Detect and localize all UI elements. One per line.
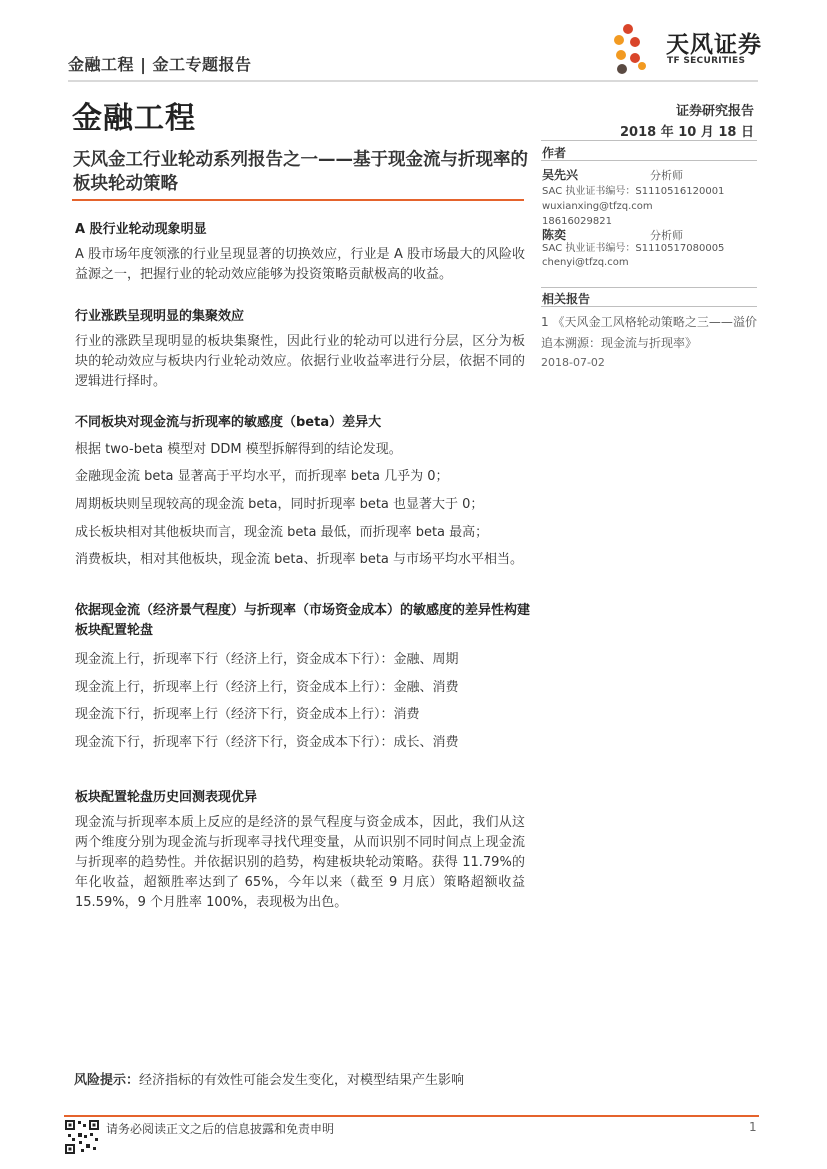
section-heading: 依据现金流（经济景气程度）与折现率（市场资金成本）的敏感度的差异性构建板块配置轮盘 (75, 603, 531, 638)
related-heading: 相关报告 (542, 292, 591, 306)
risk-note (74, 1069, 464, 1088)
logo-dot (638, 62, 646, 70)
list-item: 周期板块则呈现较高的现金流 beta，同时折现率 beta 也显著大于 0； (75, 497, 484, 512)
sidebar-divider (541, 140, 757, 141)
title-underline (72, 199, 524, 201)
sidebar-divider (541, 160, 757, 161)
author-sac: SAC 执业证书编号：S1110517080005 (542, 243, 725, 254)
section-heading: 板块配置轮盘历史回测表现优异 (75, 790, 258, 805)
page-number: 1 (749, 1120, 757, 1134)
section-heading: 不同板块对现金流与折现率的敏感度（beta）差异大 (75, 415, 382, 430)
list-item: 现金流下行，折现率上行（经济下行，资金成本上行）：消费 (75, 707, 420, 722)
section-text: 行业的涨跌呈现明显的板块集聚性，因此行业的轮动可以进行分层，区分为板块的轮动效应与板块内行业轮动效应。依据行业收益率进行分层，依据不同的逻辑进行择时。 (75, 334, 525, 389)
author-phone: 18616029821 (542, 216, 612, 227)
sidebar-divider (541, 287, 757, 288)
list-item: 根据 two-beta 模型对 DDM 模型拆解得到的结论发现。 (75, 442, 402, 457)
author-email[interactable]: chenyi@tfzq.com (542, 257, 629, 268)
risk-text: 经济指标的有效性可能会发生变化，对模型结果产生影响 (139, 1073, 465, 1088)
qr-code-icon (64, 1119, 100, 1155)
section-text: A 股市场年度领涨的行业呈现显著的切换效应，行业是 A 股市场最大的风险收益源之一，把握行业的轮动效应能够为投资策略贡献极高的收益。 (75, 247, 525, 282)
list-item: 现金流上行，折现率上行（经济上行，资金成本上行）：金融、消费 (75, 680, 459, 695)
risk-label: 风险提示： (74, 1073, 140, 1088)
logo-dot (617, 64, 627, 74)
doc-type: 证券研究报告 (675, 104, 754, 119)
section-heading: 行业涨跌呈现明显的集聚效应 (75, 309, 245, 324)
list-item: 金融现金流 beta 显著高于平均水平，而折现率 beta 几乎为 0； (75, 469, 449, 484)
logo-dot (616, 50, 626, 60)
section-heading: A 股行业轮动现象明显 (75, 222, 207, 237)
logo-name-en: TF SECURITIES (667, 56, 746, 66)
author-name: 吴先兴 (542, 168, 579, 182)
logo-dot (614, 35, 624, 45)
author-role: 分析师 (650, 229, 683, 242)
related-report-link[interactable]: 1 《天风金工风格轮动策略之三——溢价追本溯源：现金流与折现率》 (541, 315, 757, 350)
author-role: 分析师 (650, 169, 683, 182)
category-title: 金融工程 (72, 101, 196, 136)
author-email[interactable]: wuxianxing@tfzq.com (542, 201, 653, 212)
related-report-date: 2018-07-02 (541, 356, 605, 369)
author-name: 陈奕 (542, 228, 567, 242)
disclaimer-link[interactable]: 请务必阅读正文之后的信息披露和免责申明 (106, 1122, 335, 1136)
report-title: 天风金工行业轮动系列报告之一——基于现金流与折现率的板块轮动策略 (73, 150, 528, 194)
author-sac: SAC 执业证书编号：S1110516120001 (542, 186, 725, 197)
header-divider (68, 80, 758, 82)
logo-name-cn: 天风证券 (666, 32, 762, 58)
footer-divider (64, 1115, 759, 1117)
logo-dot (630, 53, 640, 63)
logo-dot (623, 24, 633, 34)
section-text: 现金流与折现率本质上反应的是经济的景气程度与资金成本，因此，我们从这两个维度分别为现金流与折现率寻找代理变量，从而识别不同时间点上现金流与折现率的趋势性。并依据识别的趋势，构建板块轮动策略。获得 11.79%的年化收益，超额胜率达到了 65%，今年以来（截至 9 月底）策略超额收益 15.59%，9 个月胜率 100%，表现极为出色。 (75, 815, 525, 910)
doc-date: 2018 年 10 月 18 日 (620, 125, 754, 140)
list-item: 消费板块，相对其他板块，现金流 beta、折现率 beta 与市场平均水平相当。 (75, 552, 524, 567)
logo-dot (630, 37, 640, 47)
authors-heading: 作者 (542, 146, 567, 160)
breadcrumb: 金融工程 | 金工专题报告 (68, 55, 252, 74)
list-item: 成长板块相对其他板块而言，现金流 beta 最低，而折现率 beta 最高； (75, 525, 489, 540)
list-item: 现金流上行，折现率下行（经济上行，资金成本下行）：金融、周期 (75, 652, 459, 667)
sidebar-divider (541, 306, 757, 307)
list-item: 现金流下行，折现率下行（经济下行，资金成本下行）：成长、消费 (75, 735, 459, 750)
